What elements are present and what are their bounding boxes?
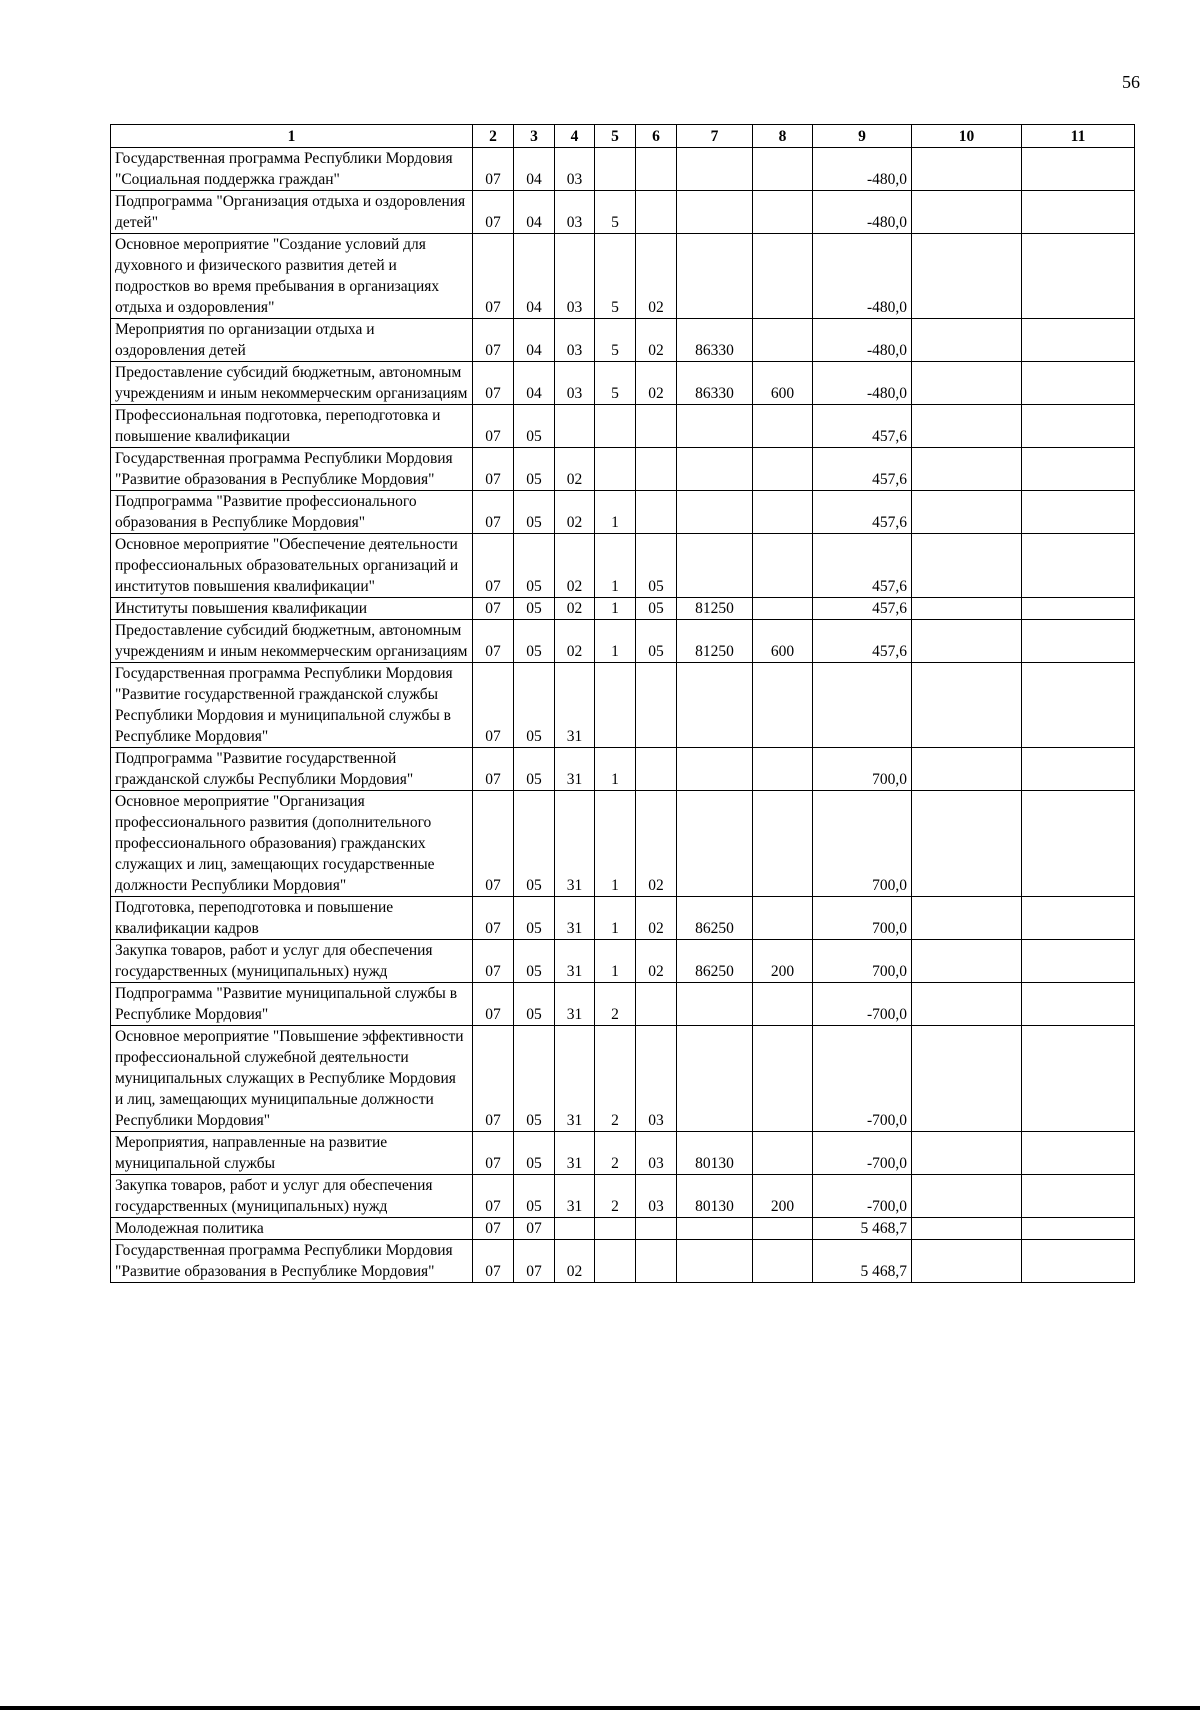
section-cell: 07 — [473, 663, 514, 748]
main-activity-cell: 05 — [636, 620, 677, 663]
direction-cell — [677, 1026, 753, 1132]
table-row — [111, 663, 1135, 748]
row-name-cell: Основное мероприятие "Обеспечение деятельности профессиональных образовательных организаций и институтов повышения квалификации" — [111, 534, 473, 598]
amount-cell: -480,0 — [813, 148, 912, 191]
col10-cell — [912, 791, 1022, 897]
table-row — [111, 940, 1135, 983]
table-header-row — [111, 125, 1135, 148]
col10-cell — [912, 319, 1022, 362]
section-cell: 07 — [473, 620, 514, 663]
section-cell: 07 — [473, 534, 514, 598]
section-cell: 07 — [473, 362, 514, 405]
table-row — [111, 983, 1135, 1026]
table-row — [111, 534, 1135, 598]
table-row — [111, 1026, 1135, 1132]
subprogram-cell — [595, 448, 636, 491]
section-cell: 07 — [473, 1175, 514, 1218]
row-name-cell: Основное мероприятие "Создание условий для духовного и физического развития детей и подростков во время пребывания в организациях отдыха и оздоровления" — [111, 234, 473, 319]
main-activity-cell: 02 — [636, 897, 677, 940]
expense-type-cell — [753, 663, 813, 748]
direction-cell — [677, 1218, 753, 1240]
direction-cell: 81250 — [677, 598, 753, 620]
row-name-cell: Государственная программа Республики Мордовия "Развитие государственной гражданской службы Республики Мордовия и муниципальной службы в Республике Мордовия" — [111, 663, 473, 748]
amount-cell: 5 468,7 — [813, 1218, 912, 1240]
subprogram-cell: 1 — [595, 897, 636, 940]
col11-cell — [1022, 148, 1135, 191]
table-row — [111, 1175, 1135, 1218]
section-cell: 07 — [473, 940, 514, 983]
subprogram-cell: 1 — [595, 791, 636, 897]
main-activity-cell: 02 — [636, 319, 677, 362]
amount-cell: -700,0 — [813, 983, 912, 1026]
program-cell: 03 — [555, 234, 595, 319]
subsection-cell: 05 — [514, 1175, 555, 1218]
column-header: 8 — [753, 125, 813, 148]
table-row — [111, 1240, 1135, 1283]
amount-cell: 457,6 — [813, 491, 912, 534]
col11-cell — [1022, 1132, 1135, 1175]
subprogram-cell: 5 — [595, 319, 636, 362]
table-row — [111, 1218, 1135, 1240]
row-name-cell: Мероприятия по организации отдыха и оздоровления детей — [111, 319, 473, 362]
col10-cell — [912, 1132, 1022, 1175]
direction-cell — [677, 983, 753, 1026]
col11-cell — [1022, 534, 1135, 598]
col11-cell — [1022, 234, 1135, 319]
col11-cell — [1022, 791, 1135, 897]
subprogram-cell — [595, 1218, 636, 1240]
col11-cell — [1022, 319, 1135, 362]
col11-cell — [1022, 491, 1135, 534]
col10-cell — [912, 405, 1022, 448]
amount-cell: -700,0 — [813, 1132, 912, 1175]
section-cell: 07 — [473, 191, 514, 234]
expense-type-cell — [753, 1026, 813, 1132]
program-cell: 31 — [555, 940, 595, 983]
column-header: 3 — [514, 125, 555, 148]
subsection-cell: 05 — [514, 534, 555, 598]
main-activity-cell: 03 — [636, 1026, 677, 1132]
col10-cell — [912, 983, 1022, 1026]
subprogram-cell: 1 — [595, 534, 636, 598]
table-row — [111, 234, 1135, 319]
expense-type-cell — [753, 534, 813, 598]
subsection-cell: 05 — [514, 1132, 555, 1175]
col11-cell — [1022, 448, 1135, 491]
row-name-cell: Профессиональная подготовка, переподготовка и повышение квалификации — [111, 405, 473, 448]
direction-cell — [677, 405, 753, 448]
col10-cell — [912, 663, 1022, 748]
col10-cell — [912, 191, 1022, 234]
table-row — [111, 598, 1135, 620]
subsection-cell: 05 — [514, 1026, 555, 1132]
amount-cell: 457,6 — [813, 534, 912, 598]
program-cell: 02 — [555, 620, 595, 663]
section-cell: 07 — [473, 148, 514, 191]
program-cell — [555, 405, 595, 448]
amount-cell: -700,0 — [813, 1175, 912, 1218]
table-row — [111, 1132, 1135, 1175]
col11-cell — [1022, 940, 1135, 983]
subsection-cell: 05 — [514, 663, 555, 748]
column-header: 10 — [912, 125, 1022, 148]
col11-cell — [1022, 897, 1135, 940]
scan-edge-line — [0, 1706, 1200, 1710]
subprogram-cell: 2 — [595, 1026, 636, 1132]
subsection-cell: 07 — [514, 1218, 555, 1240]
program-cell: 03 — [555, 148, 595, 191]
section-cell: 07 — [473, 319, 514, 362]
row-name-cell: Закупка товаров, работ и услуг для обеспечения государственных (муниципальных) нужд — [111, 940, 473, 983]
subprogram-cell: 5 — [595, 191, 636, 234]
subprogram-cell: 1 — [595, 598, 636, 620]
row-name-cell: Подпрограмма "Развитие профессионального образования в Республике Мордовия" — [111, 491, 473, 534]
subsection-cell: 05 — [514, 405, 555, 448]
direction-cell: 86250 — [677, 940, 753, 983]
main-activity-cell: 02 — [636, 940, 677, 983]
direction-cell — [677, 448, 753, 491]
program-cell: 02 — [555, 448, 595, 491]
expense-type-cell: 200 — [753, 1175, 813, 1218]
main-activity-cell: 05 — [636, 598, 677, 620]
expense-type-cell — [753, 598, 813, 620]
direction-cell — [677, 191, 753, 234]
subsection-cell: 05 — [514, 748, 555, 791]
amount-cell: -480,0 — [813, 362, 912, 405]
row-name-cell: Предоставление субсидий бюджетным, автономным учреждениям и иным некоммерческим организациям — [111, 620, 473, 663]
row-name-cell: Предоставление субсидий бюджетным, автономным учреждениям и иным некоммерческим организациям — [111, 362, 473, 405]
program-cell: 02 — [555, 534, 595, 598]
direction-cell: 86330 — [677, 362, 753, 405]
column-header: 6 — [636, 125, 677, 148]
subprogram-cell — [595, 405, 636, 448]
program-cell: 31 — [555, 791, 595, 897]
section-cell: 07 — [473, 748, 514, 791]
program-cell: 02 — [555, 491, 595, 534]
expense-type-cell — [753, 234, 813, 319]
amount-cell: -480,0 — [813, 319, 912, 362]
main-activity-cell — [636, 983, 677, 1026]
direction-cell: 81250 — [677, 620, 753, 663]
subsection-cell: 05 — [514, 940, 555, 983]
row-name-cell: Государственная программа Республики Мордовия "Развитие образования в Республике Мордовия" — [111, 1240, 473, 1283]
col11-cell — [1022, 1240, 1135, 1283]
col10-cell — [912, 620, 1022, 663]
col10-cell — [912, 148, 1022, 191]
row-name-cell: Основное мероприятие "Организация профессионального развития (дополнительного профессионального образования) гражданских служащих и лиц, замещающих государственные должности Республики Мордовия" — [111, 791, 473, 897]
program-cell: 31 — [555, 897, 595, 940]
amount-cell: 457,6 — [813, 598, 912, 620]
subprogram-cell: 2 — [595, 1132, 636, 1175]
col11-cell — [1022, 598, 1135, 620]
row-name-cell: Государственная программа Республики Мордовия "Развитие образования в Республике Мордовия" — [111, 448, 473, 491]
main-activity-cell: 02 — [636, 234, 677, 319]
amount-cell: 700,0 — [813, 940, 912, 983]
col10-cell — [912, 234, 1022, 319]
amount-cell: 5 468,7 — [813, 1240, 912, 1283]
direction-cell: 80130 — [677, 1132, 753, 1175]
col11-cell — [1022, 1026, 1135, 1132]
expense-type-cell — [753, 748, 813, 791]
main-activity-cell — [636, 663, 677, 748]
subsection-cell: 05 — [514, 598, 555, 620]
subsection-cell: 04 — [514, 234, 555, 319]
col11-cell — [1022, 405, 1135, 448]
main-activity-cell — [636, 748, 677, 791]
col10-cell — [912, 1240, 1022, 1283]
subprogram-cell: 1 — [595, 620, 636, 663]
table-body — [111, 148, 1135, 1283]
direction-cell — [677, 234, 753, 319]
main-activity-cell — [636, 405, 677, 448]
column-header: 9 — [813, 125, 912, 148]
direction-cell — [677, 534, 753, 598]
subsection-cell: 05 — [514, 983, 555, 1026]
column-header: 4 — [555, 125, 595, 148]
direction-cell — [677, 748, 753, 791]
table-row — [111, 362, 1135, 405]
col11-cell — [1022, 362, 1135, 405]
column-header: 1 — [111, 125, 473, 148]
section-cell: 07 — [473, 405, 514, 448]
direction-cell — [677, 148, 753, 191]
row-name-cell: Подпрограмма "Развитие муниципальной службы в Республике Мордовия" — [111, 983, 473, 1026]
program-cell: 03 — [555, 319, 595, 362]
subprogram-cell: 1 — [595, 491, 636, 534]
subprogram-cell: 5 — [595, 362, 636, 405]
program-cell: 31 — [555, 1175, 595, 1218]
row-name-cell: Государственная программа Республики Мордовия "Социальная поддержка граждан" — [111, 148, 473, 191]
col10-cell — [912, 1026, 1022, 1132]
section-cell: 07 — [473, 234, 514, 319]
section-cell: 07 — [473, 491, 514, 534]
subsection-cell: 04 — [514, 191, 555, 234]
program-cell: 03 — [555, 362, 595, 405]
main-activity-cell: 02 — [636, 362, 677, 405]
program-cell: 03 — [555, 191, 595, 234]
subsection-cell: 04 — [514, 148, 555, 191]
direction-cell — [677, 663, 753, 748]
expense-type-cell: 200 — [753, 940, 813, 983]
table-row — [111, 620, 1135, 663]
table-row — [111, 405, 1135, 448]
col11-cell — [1022, 748, 1135, 791]
expense-type-cell — [753, 791, 813, 897]
main-activity-cell: 02 — [636, 791, 677, 897]
col10-cell — [912, 748, 1022, 791]
subprogram-cell — [595, 663, 636, 748]
program-cell: 31 — [555, 1026, 595, 1132]
table-row — [111, 491, 1135, 534]
table-row — [111, 319, 1135, 362]
amount-cell: -700,0 — [813, 1026, 912, 1132]
section-cell: 07 — [473, 1132, 514, 1175]
main-activity-cell — [636, 491, 677, 534]
amount-cell: -480,0 — [813, 191, 912, 234]
program-cell: 31 — [555, 1132, 595, 1175]
subprogram-cell: 5 — [595, 234, 636, 319]
subprogram-cell: 2 — [595, 983, 636, 1026]
main-activity-cell — [636, 191, 677, 234]
expense-type-cell: 600 — [753, 362, 813, 405]
expense-type-cell — [753, 448, 813, 491]
subprogram-cell: 2 — [595, 1175, 636, 1218]
main-activity-cell — [636, 1218, 677, 1240]
amount-cell: -480,0 — [813, 234, 912, 319]
main-activity-cell — [636, 448, 677, 491]
col10-cell — [912, 1175, 1022, 1218]
expense-type-cell — [753, 148, 813, 191]
section-cell: 07 — [473, 791, 514, 897]
table-row — [111, 148, 1135, 191]
subsection-cell: 05 — [514, 620, 555, 663]
expense-type-cell — [753, 1240, 813, 1283]
expense-type-cell — [753, 491, 813, 534]
subprogram-cell — [595, 1240, 636, 1283]
row-name-cell: Институты повышения квалификации — [111, 598, 473, 620]
subprogram-cell: 1 — [595, 748, 636, 791]
row-name-cell: Молодежная политика — [111, 1218, 473, 1240]
amount-cell: 457,6 — [813, 620, 912, 663]
expense-type-cell — [753, 319, 813, 362]
program-cell: 31 — [555, 983, 595, 1026]
direction-cell: 86250 — [677, 897, 753, 940]
subprogram-cell: 1 — [595, 940, 636, 983]
main-activity-cell: 05 — [636, 534, 677, 598]
expense-type-cell: 600 — [753, 620, 813, 663]
direction-cell: 86330 — [677, 319, 753, 362]
section-cell: 07 — [473, 1218, 514, 1240]
table-row — [111, 791, 1135, 897]
main-activity-cell — [636, 148, 677, 191]
col11-cell — [1022, 663, 1135, 748]
direction-cell: 80130 — [677, 1175, 753, 1218]
amount-cell: 700,0 — [813, 897, 912, 940]
table-row — [111, 191, 1135, 234]
column-header: 7 — [677, 125, 753, 148]
subsection-cell: 04 — [514, 362, 555, 405]
expense-type-cell — [753, 1218, 813, 1240]
col10-cell — [912, 362, 1022, 405]
amount-cell — [813, 663, 912, 748]
col10-cell — [912, 491, 1022, 534]
col11-cell — [1022, 191, 1135, 234]
expense-type-cell — [753, 1132, 813, 1175]
row-name-cell: Основное мероприятие "Повышение эффективности профессиональной служебной деятельности муниципальных служащих в Республике Мордовия и лиц, замещающих муниципальные должности Республики Мордовия" — [111, 1026, 473, 1132]
section-cell: 07 — [473, 448, 514, 491]
col10-cell — [912, 1218, 1022, 1240]
program-cell: 02 — [555, 1240, 595, 1283]
subsection-cell: 05 — [514, 491, 555, 534]
amount-cell: 457,6 — [813, 448, 912, 491]
col10-cell — [912, 897, 1022, 940]
subsection-cell: 05 — [514, 448, 555, 491]
row-name-cell: Закупка товаров, работ и услуг для обеспечения государственных (муниципальных) нужд — [111, 1175, 473, 1218]
section-cell: 07 — [473, 1026, 514, 1132]
col10-cell — [912, 598, 1022, 620]
subsection-cell: 05 — [514, 897, 555, 940]
direction-cell — [677, 1240, 753, 1283]
section-cell: 07 — [473, 897, 514, 940]
main-activity-cell: 03 — [636, 1175, 677, 1218]
direction-cell — [677, 491, 753, 534]
amount-cell: 457,6 — [813, 405, 912, 448]
program-cell: 31 — [555, 748, 595, 791]
col11-cell — [1022, 1218, 1135, 1240]
main-activity-cell — [636, 1240, 677, 1283]
program-cell: 02 — [555, 598, 595, 620]
column-header: 5 — [595, 125, 636, 148]
col11-cell — [1022, 620, 1135, 663]
col10-cell — [912, 534, 1022, 598]
section-cell: 07 — [473, 983, 514, 1026]
row-name-cell: Подпрограмма "Организация отдыха и оздоровления детей" — [111, 191, 473, 234]
expense-type-cell — [753, 191, 813, 234]
amount-cell: 700,0 — [813, 791, 912, 897]
section-cell: 07 — [473, 1240, 514, 1283]
subsection-cell: 04 — [514, 319, 555, 362]
direction-cell — [677, 791, 753, 897]
main-activity-cell: 03 — [636, 1132, 677, 1175]
section-cell: 07 — [473, 598, 514, 620]
column-header: 11 — [1022, 125, 1135, 148]
col11-cell — [1022, 1175, 1135, 1218]
row-name-cell: Подпрограмма "Развитие государственной гражданской службы Республики Мордовия" — [111, 748, 473, 791]
table-row — [111, 448, 1135, 491]
table-row — [111, 897, 1135, 940]
budget-table — [110, 124, 1135, 1283]
subsection-cell: 07 — [514, 1240, 555, 1283]
col11-cell — [1022, 983, 1135, 1026]
program-cell: 31 — [555, 663, 595, 748]
col10-cell — [912, 940, 1022, 983]
expense-type-cell — [753, 897, 813, 940]
row-name-cell: Подготовка, переподготовка и повышение квалификации кадров — [111, 897, 473, 940]
subprogram-cell — [595, 148, 636, 191]
page-number: 56 — [1122, 72, 1140, 92]
column-header: 2 — [473, 125, 514, 148]
expense-type-cell — [753, 405, 813, 448]
expense-type-cell — [753, 983, 813, 1026]
amount-cell: 700,0 — [813, 748, 912, 791]
row-name-cell: Мероприятия, направленные на развитие муниципальной службы — [111, 1132, 473, 1175]
subsection-cell: 05 — [514, 791, 555, 897]
table-row — [111, 748, 1135, 791]
program-cell — [555, 1218, 595, 1240]
col10-cell — [912, 448, 1022, 491]
